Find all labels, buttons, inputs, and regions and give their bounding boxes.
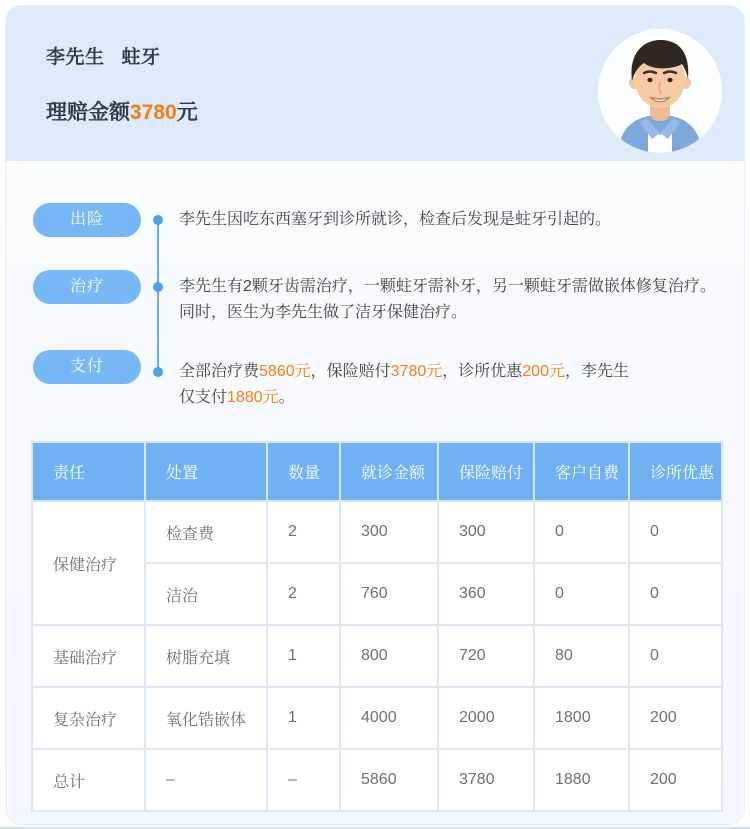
cell-clinic-discount: 0 (629, 501, 722, 563)
claims-table (31, 441, 723, 812)
page-title (46, 42, 161, 69)
badge-incident: 出险 (33, 203, 141, 237)
cell-clinic-discount: 0 (629, 625, 722, 687)
cell-customer-paid: 1880 (534, 749, 629, 811)
cell-visit-amount: 4000 (340, 687, 438, 749)
col-quantity: 数量 (267, 442, 340, 501)
payment-seg: 全部治疗费 (179, 363, 260, 380)
payment-amount-discount: 200元 (522, 363, 565, 380)
col-responsibility: 责任 (32, 442, 145, 501)
cell-visit-amount: 760 (340, 563, 438, 625)
payment-seg: 。 (278, 389, 295, 406)
cell-insurance-paid: 300 (438, 501, 534, 563)
incident-description (179, 207, 727, 233)
patient-name: 李先生 (46, 47, 105, 68)
badge-payment: 支付 (33, 350, 141, 384)
cell-clinic-discount: 200 (629, 687, 722, 749)
claim-detail-card (5, 5, 745, 825)
table-row (32, 687, 722, 749)
treatment-text-line2: 同时，医生为李先生做了洁牙保健治疗。 (179, 304, 468, 321)
col-procedure: 处置 (145, 442, 267, 501)
cell-quantity: – (267, 749, 340, 811)
cell-insurance-paid: 3780 (438, 749, 534, 811)
patient-avatar (598, 29, 722, 153)
cell-responsibility: 保健治疗 (32, 501, 145, 625)
claim-process-section (6, 161, 744, 824)
claim-amount-value: 3780 (130, 101, 177, 124)
claim-label: 理赔金额 (46, 101, 130, 124)
timeline-dot-icon (153, 215, 163, 225)
cell-visit-amount: 800 (340, 625, 438, 687)
cell-responsibility: 基础治疗 (32, 625, 145, 687)
claim-unit: 元 (176, 101, 198, 124)
cell-responsibility: 总计 (32, 749, 145, 811)
cell-quantity: 2 (267, 501, 340, 563)
col-customer-paid: 客户自费 (534, 442, 629, 501)
cell-customer-paid: 0 (534, 563, 629, 625)
table-row (32, 625, 722, 687)
payment-amount-total: 5860元 (259, 363, 311, 380)
cell-procedure: 氧化锆嵌体 (145, 687, 267, 749)
cell-quantity: 2 (267, 563, 340, 625)
cell-clinic-discount: 200 (629, 749, 722, 811)
cell-customer-paid: 80 (534, 625, 629, 687)
cell-customer-paid: 0 (534, 501, 629, 563)
col-clinic-discount: 诊所优惠 (629, 442, 722, 501)
payment-seg: ，诊所优惠 (442, 363, 523, 380)
payment-seg: ，保险赔付 (310, 363, 391, 380)
timeline-dot-icon (153, 282, 163, 292)
condition-label: 蛀牙 (121, 47, 161, 68)
payment-amount-self: 1880元 (227, 389, 279, 406)
table-row (32, 501, 722, 563)
col-insurance-paid: 保险赔付 (438, 442, 534, 501)
cell-clinic-discount: 0 (629, 563, 722, 625)
payment-description (179, 359, 727, 411)
cell-procedure: 检查费 (145, 501, 267, 563)
man-portrait-icon (598, 29, 722, 153)
payment-amount-insurance: 3780元 (390, 363, 443, 380)
payment-seg: 仅支付 (179, 389, 228, 406)
cell-quantity: 1 (267, 625, 340, 687)
table-row-total (32, 749, 722, 811)
timeline-line (157, 220, 159, 372)
cell-customer-paid: 1800 (534, 687, 629, 749)
claim-amount-line (46, 96, 198, 126)
cell-quantity: 1 (267, 687, 340, 749)
treatment-description (179, 274, 727, 326)
cell-procedure: – (145, 749, 267, 811)
cell-insurance-paid: 360 (438, 563, 534, 625)
treatment-text-line1: 李先生有2颗牙齿需治疗，一颗蛀牙需补牙，另一颗蛀牙需做嵌体修复治疗。 (179, 278, 716, 295)
incident-text: 李先生因吃东西塞牙到诊所就诊，检查后发现是蛀牙引起的。 (179, 211, 612, 228)
cell-insurance-paid: 720 (438, 625, 534, 687)
cell-responsibility: 复杂治疗 (32, 687, 145, 749)
col-visit-amount: 就诊金额 (340, 442, 438, 501)
table-header-row (32, 442, 722, 501)
cell-insurance-paid: 2000 (438, 687, 534, 749)
cell-visit-amount: 300 (340, 501, 438, 563)
timeline-dot-icon (153, 367, 163, 377)
cell-procedure: 洁治 (145, 563, 267, 625)
payment-seg: ，李先生 (564, 363, 629, 380)
badge-treatment: 治疗 (33, 270, 141, 304)
cell-procedure: 树脂充填 (145, 625, 267, 687)
header (6, 6, 744, 161)
cell-visit-amount: 5860 (340, 749, 438, 811)
